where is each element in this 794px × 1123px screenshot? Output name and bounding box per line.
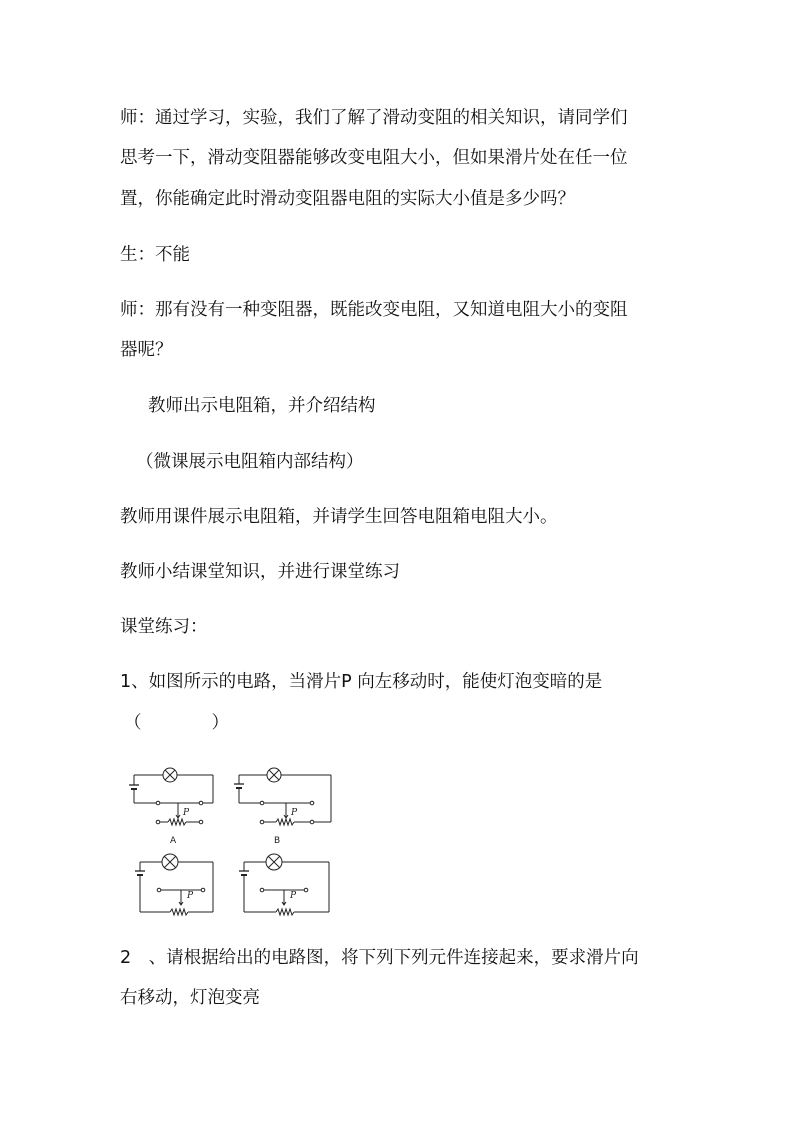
circuit-c (135, 854, 213, 915)
slider-label-b: P (291, 808, 298, 818)
line-8: （微课展示电阻箱内部结构） (136, 452, 364, 472)
slider-label-a: P (183, 808, 190, 818)
circuit-b (234, 768, 331, 825)
line-13: （ ） (124, 713, 229, 733)
line-6: 器呢？ (120, 340, 173, 360)
line-5: 师：那有没有一种变阻器，既能改变电阻，又知道电阻大小的变阻 (120, 300, 628, 320)
label-b: B (274, 836, 281, 846)
line-11: 课堂练习： (120, 617, 208, 637)
circuit-d (239, 854, 329, 915)
line-15: 右移动，灯泡变亮 (120, 988, 260, 1008)
label-a: A (170, 836, 177, 846)
line-10: 教师小结课堂知识，并进行课堂练习 (120, 562, 400, 582)
line-3: 置，你能确定此时滑动变阻器电阻的实际大小值是多少吗？ (120, 189, 575, 209)
line-9: 教师用课件展示电阻箱，并请学生回答电阻箱电阻大小。 (120, 507, 558, 527)
slider-label-c: P (187, 891, 194, 901)
line-2: 思考一下，滑动变阻器能够改变电阻大小，但如果滑片处在任一位 (120, 148, 628, 168)
slider-label-d: P (290, 891, 297, 901)
line-4: 生：不能 (120, 245, 190, 265)
circuit-diagrams (126, 760, 341, 918)
line-7: 教师出示电阻箱，并介绍结构 (148, 396, 376, 416)
circuit-a (129, 768, 213, 825)
line-1: 师：通过学习，实验，我们了解了滑动变阻的相关知识，请同学们 (120, 108, 628, 128)
line-14: 2 、请根据给出的电路图，将下列下列元件连接起来，要求滑片向 (120, 948, 639, 968)
line-12: 1、如图所示的电路，当滑片P 向左移动时，能使灯泡变暗的是 (120, 672, 603, 692)
